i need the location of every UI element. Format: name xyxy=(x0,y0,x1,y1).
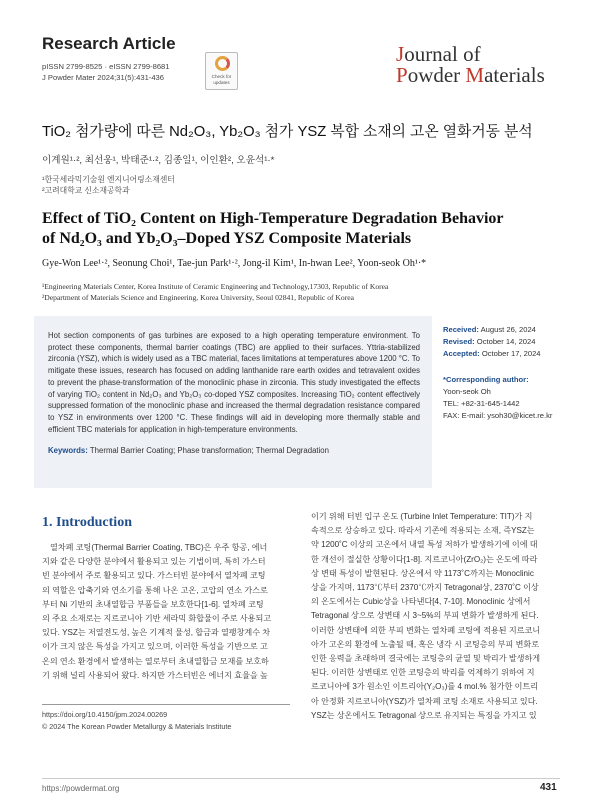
text-line: 있다. YSZ는 저열전도성, 높은 기계적 물성, 합금과 열팽창계수 차 xyxy=(42,628,271,638)
issn-line: pISSN 2799-8525 · eISSN 2799-8681 xyxy=(42,62,170,71)
text-line: 르코니아에 3가 원소인 이트리아(Y₂O₃)를 4 mol.% 첨가한 이트리 xyxy=(311,682,539,692)
journal-url-link[interactable]: https://powdermat.org xyxy=(42,784,120,793)
crossmark-icon xyxy=(215,56,230,71)
text-line: 이기 위해 터빈 입구 온도 (Turbine Inlet Temperature: TIT)가 지 xyxy=(311,512,533,521)
journal-logo xyxy=(396,44,545,86)
text-line: 빈 분야에서 주로 활용되고 있다. 가스터빈 분야에서 열차폐 코팅 xyxy=(42,571,266,581)
text-line: 의 주요 소재로는 지르코니아 기반 세라믹 화합물이 주로 사용되고 xyxy=(42,614,272,624)
text-line: 아가 고온의 환경에 노출될 때, 혹은 냉각 시 코팅층의 부피 변화로 xyxy=(311,639,540,649)
accepted-date xyxy=(443,349,541,358)
text-line: 부터 Ni 기반의 초내열합금 부품들을 보호한다[1-6]. 열차폐 코팅 xyxy=(42,599,264,609)
korean-affiliation-2: ²고려대학교 신소재공학과 xyxy=(42,186,130,195)
article-type-label: Research Article xyxy=(42,34,176,53)
text-line: 상을 가지며, 1173℃부터 2370℃까지 Tetragonal상, 2370˚C 이상 xyxy=(311,583,539,593)
revised-label: Revised: xyxy=(443,337,475,346)
footnote-divider xyxy=(42,704,290,705)
received-label: Received: xyxy=(443,325,479,334)
journal-logo-line2 xyxy=(396,65,545,86)
abstract-text: Hot section components of gas turbines are exposed to a high operating temperature environment. To protect these components, thermal barrier coatings (TBC) are applied to their surfaces. Yttria-stabilized zirconia (YSZ), which is widely used as a TBC material, faces limitations at temperatures above 1200 °C. To mitigate these issues, research has focused on adding lanthanide rare earth oxides and tetravalent oxides to prevent the phase-transformation of the monoclinic phase in zirconia. This study investigated the effects of varying TiO₂ content in Nd₂O₃ and Yb₂O₃ co-doped YSZ composites. Increasing TiO₂ content effectively suppressed formation of the monoclinic phase and increased the thermal degradation resistance compared to YSZ in environments over 1200 °C. These findings will aid in developing more thermally stable and efficient TBC materials for application in high-temperature environments. xyxy=(48,331,420,434)
citation-line: J Powder Mater 2024;31(5):431-436 xyxy=(42,73,164,82)
keywords-list: Thermal Barrier Coating; Phase transformation; Thermal Degradation xyxy=(89,446,329,456)
keywords-label: Keywords: xyxy=(48,446,88,456)
text-line: 속적으로 상승하고 있다. 따라서 기존에 적용되는 소재, 즉YSZ는 xyxy=(311,526,535,536)
text-line: 열차폐 코팅(Thermal Barrier Coating, TBC)은 우주 항공, 에너 xyxy=(50,543,268,552)
journal-logo-text2: owder xyxy=(407,63,466,87)
crossmark-badge[interactable] xyxy=(205,52,238,90)
journal-logo-initial-j: J xyxy=(396,42,405,66)
accepted-value: October 17, 2024 xyxy=(481,349,541,358)
text-line: 의 역할은 압축기와 연소기를 통해 나온 고온, 고압의 연소 가스로 xyxy=(42,585,268,595)
journal-logo-initial-p: P xyxy=(396,63,408,87)
accepted-label: Accepted: xyxy=(443,349,480,358)
journal-logo-text3: aterials xyxy=(484,63,545,87)
corresponding-author-email[interactable]: FAX: E-mail: ysoh30@kicet.re.kr xyxy=(443,411,553,420)
text-line: Tetragonal 상으로 상변태 시 3~5%의 부피 변화가 발생하게 된다. xyxy=(311,611,539,621)
journal-logo-text1: ournal of xyxy=(404,42,481,66)
corresponding-author-tel: TEL: +82-31-645-1442 xyxy=(443,399,520,408)
text-line: 아 안정화 지르코니아(YSZ)가 열차폐 코팅 소재로 사용되고 있다. xyxy=(311,696,538,706)
journal-logo-line1 xyxy=(396,44,545,65)
footer-divider xyxy=(42,778,560,779)
english-title-line1: Effect of TiO₂ Content on High-Temperature Degradation Behavior xyxy=(42,210,504,227)
korean-title: TiO₂ 첨가량에 따른 Nd₂O₃, Yb₂O₃ 첨가 YSZ 복합 소재의 고온 열화거동 분석 xyxy=(42,124,533,140)
english-authors: Gye-Won Lee¹·², Seonung Choi¹, Tae-jun Park¹·², Jong-il Kim¹, In-hwan Lee², Yoon-seok Oh¹·* xyxy=(42,258,427,269)
copyright-notice: © 2024 The Korean Powder Metallurgy & Materials Institute xyxy=(42,722,232,731)
revised-value: October 14, 2024 xyxy=(476,337,536,346)
text-line: 이가 크지 않은 특성을 가지고 있으며, 이러한 특성을 기반으로 고 xyxy=(42,642,268,652)
intro-column-right xyxy=(311,510,559,723)
english-affiliation-1: ¹Engineering Materials Center, Korea Institute of Ceramic Engineering and Technology,17303, Republic of Korea xyxy=(42,282,389,291)
section-heading-introduction: 1. Introduction xyxy=(42,515,132,530)
english-affiliation-2: ²Department of Materials Science and Engineering, Korea University, Seoul 02841, Republic of Korea xyxy=(42,293,354,302)
english-title-line2: of Nd₂O₃ and Yb₂O₃–Doped YSZ Composite Materials xyxy=(42,230,412,247)
text-line: 이러한 상변태에 의한 부피 변화는 열차폐 코팅에 적용된 지르코니 xyxy=(311,625,541,635)
crossmark-label: Check for updates xyxy=(211,74,232,85)
text-line: 약 1200˚C 이상의 고온에서 내열 특성 저하가 발생하기에 이에 대 xyxy=(311,540,538,550)
korean-affiliation-1: ¹한국세라믹기술원 엔지니어링소재센터 xyxy=(42,175,175,184)
text-line: YSZ는 상온에서도 Tetragonal 상으로 유지되는 특징을 가지고 있 xyxy=(311,710,537,720)
text-line: 지와 같은 다양한 분야에서 활용되고 있는 기법이며, 특히 가스터 xyxy=(42,557,266,567)
english-title xyxy=(42,209,562,249)
text-line: 상 변태 특성이 발현된다. 상온에서 약 1173˚C까지는 Monoclinic xyxy=(311,568,534,578)
page-number: 431 xyxy=(540,782,557,793)
corresponding-author-label: *Corresponding author: xyxy=(443,375,529,384)
received-value: August 26, 2024 xyxy=(480,325,536,334)
text-line: 인한 응력을 초래하며 결국에는 코팅층의 균열 및 박리가 발생하게 xyxy=(311,654,541,664)
revised-date xyxy=(443,337,535,346)
text-line: 온의 연소 환경에서 발생하는 열로부터 초내열합금 모재를 보호하 xyxy=(42,656,269,666)
korean-authors: 이계원¹·², 최선웅¹, 박태준¹·², 김종일¹, 이인환², 오윤석¹·* xyxy=(42,155,275,166)
intro-column-left xyxy=(42,541,290,683)
text-line: 된다. 이러한 상변태로 인한 코팅층의 박리를 억제하기 위하여 지 xyxy=(311,668,535,678)
journal-logo-initial-m: M xyxy=(465,63,485,87)
corresponding-author-name: Yoon-seok Oh xyxy=(443,387,491,396)
text-line: 한 개선이 절실한 상황이다[1-8]. 지르코니아(ZrO₂)는 온도에 따라 xyxy=(311,554,538,564)
abstract-box xyxy=(34,316,432,488)
doi-link[interactable]: https://doi.org/10.4150/jpm.2024.00269 xyxy=(42,710,168,719)
received-date xyxy=(443,325,536,334)
keywords xyxy=(48,446,420,455)
text-line: 기 위해 널리 사용되어 왔다. 하지만 가스터빈은 에너지 효율을 높 xyxy=(42,670,268,680)
text-line: 의 온도에서는 Cubic상을 나타낸다[4, 7-10]. Monoclinic 상에서 xyxy=(311,597,531,607)
